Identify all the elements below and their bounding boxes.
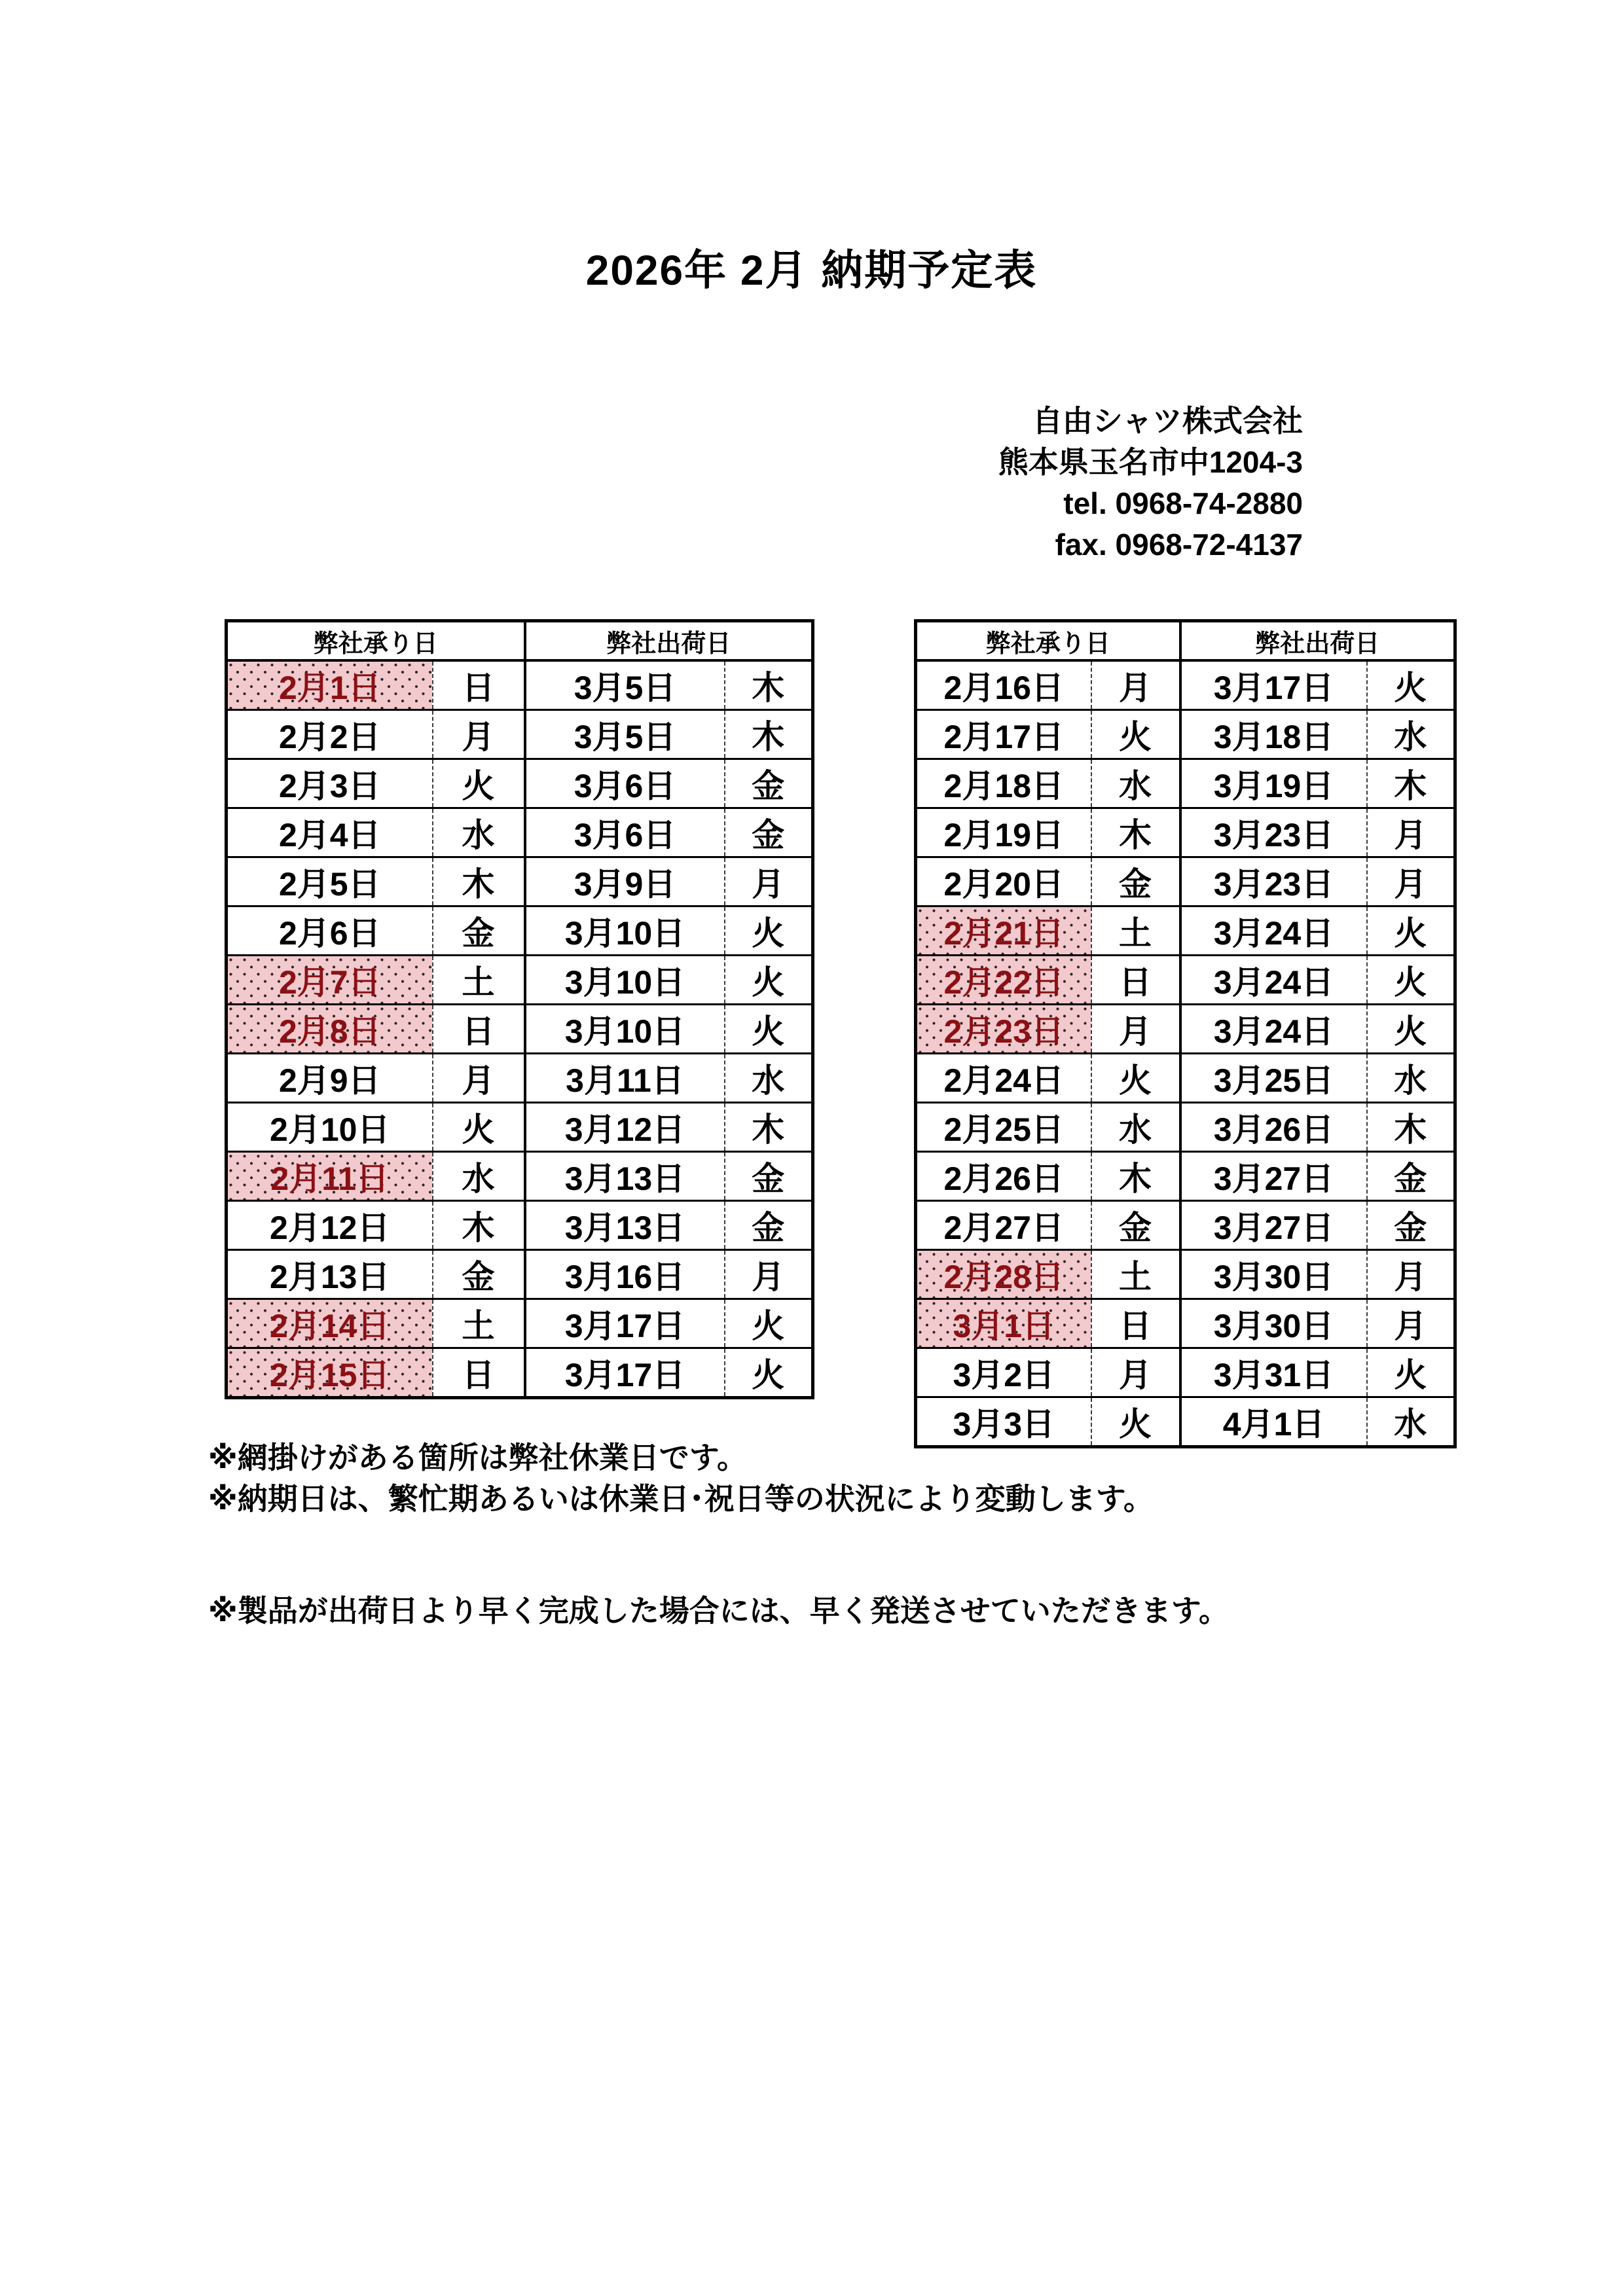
accept-weekday-cell: 水 — [1091, 1103, 1180, 1152]
ship-date-cell: 3月13日 — [525, 1201, 725, 1250]
accept-date-cell: 2月8日 — [227, 1005, 433, 1054]
accept-date-cell: 2月3日 — [227, 759, 433, 808]
accept-date-cell: 2月10日 — [227, 1103, 433, 1152]
ship-weekday-cell: 月 — [1367, 1299, 1455, 1348]
ship-weekday-cell: 火 — [725, 1005, 813, 1054]
accept-weekday-cell: 金 — [433, 906, 525, 956]
accept-date-cell: 2月17日 — [916, 710, 1091, 759]
ship-date-cell: 3月10日 — [525, 1005, 725, 1054]
accept-weekday-cell: 月 — [1091, 1348, 1180, 1397]
ship-date-cell: 3月26日 — [1180, 1103, 1367, 1152]
ship-date-cell: 3月24日 — [1180, 956, 1367, 1005]
ship-date-cell: 3月17日 — [1180, 660, 1367, 710]
schedule-row — [916, 1348, 1455, 1397]
ship-weekday-cell: 金 — [725, 1201, 813, 1250]
accept-weekday-cell: 月 — [1091, 660, 1180, 710]
ship-date-column-header: 弊社出荷日 — [1180, 621, 1455, 661]
page-title: 2026年 2月 納期予定表 — [585, 247, 1038, 294]
schedule-row — [916, 1201, 1455, 1250]
schedule-row — [227, 1005, 813, 1054]
ship-date-cell: 3月10日 — [525, 956, 725, 1005]
schedule-row — [227, 1201, 813, 1250]
delivery-schedule-table-second-half — [914, 619, 1457, 1448]
accept-weekday-cell: 金 — [1091, 857, 1180, 906]
accept-date-cell: 2月18日 — [916, 759, 1091, 808]
accept-date-cell: 2月2日 — [227, 710, 433, 759]
accept-weekday-cell: 日 — [433, 1005, 525, 1054]
ship-date-cell: 3月16日 — [525, 1250, 725, 1299]
accept-date-cell: 3月1日 — [916, 1299, 1091, 1348]
accept-date-cell: 2月15日 — [227, 1348, 433, 1398]
accept-weekday-cell: 月 — [433, 710, 525, 759]
schedule-row — [227, 710, 813, 759]
accept-date-cell: 2月16日 — [916, 660, 1091, 710]
company-name: 自由シャツ株式会社 — [1032, 404, 1303, 438]
accept-weekday-cell: 日 — [433, 1348, 525, 1398]
ship-date-cell: 3月12日 — [525, 1103, 725, 1152]
accept-weekday-cell: 月 — [433, 1054, 525, 1103]
ship-weekday-cell: 木 — [725, 660, 813, 710]
ship-date-cell: 3月25日 — [1180, 1054, 1367, 1103]
note-early-shipping: ※製品が出荷日より早く完成した場合には、早く発送させていただきます。 — [208, 1594, 1230, 1628]
ship-weekday-cell: 金 — [725, 808, 813, 857]
accept-date-column-header: 弊社承り日 — [227, 621, 525, 661]
ship-weekday-cell: 月 — [1367, 808, 1455, 857]
schedule-row — [227, 1152, 813, 1201]
ship-date-cell: 3月17日 — [525, 1348, 725, 1398]
company-tel: tel. 0968-74-2880 — [1063, 486, 1303, 520]
accept-date-cell: 3月2日 — [916, 1348, 1091, 1397]
accept-date-cell: 2月28日 — [916, 1250, 1091, 1299]
schedule-row — [227, 1250, 813, 1299]
ship-date-cell: 3月18日 — [1180, 710, 1367, 759]
ship-date-cell: 3月10日 — [525, 906, 725, 956]
delivery-schedule-table-first-half — [225, 619, 814, 1399]
note-holiday-shading: ※網掛けがある箇所は弊社休業日です。 — [208, 1441, 748, 1475]
ship-date-cell: 3月13日 — [525, 1152, 725, 1201]
ship-weekday-cell: 火 — [1367, 660, 1455, 710]
schedule-row — [916, 906, 1455, 956]
accept-weekday-cell: 月 — [1091, 1005, 1180, 1054]
schedule-row — [227, 956, 813, 1005]
header-row — [916, 621, 1455, 661]
ship-weekday-cell: 火 — [725, 956, 813, 1005]
ship-weekday-cell: 火 — [725, 1348, 813, 1398]
company-fax: fax. 0968-72-4137 — [1055, 528, 1303, 562]
ship-date-cell: 3月23日 — [1180, 857, 1367, 906]
accept-date-cell: 2月13日 — [227, 1250, 433, 1299]
accept-weekday-cell: 日 — [1091, 1299, 1180, 1348]
accept-weekday-cell: 日 — [433, 660, 525, 710]
accept-date-cell: 2月21日 — [916, 906, 1091, 956]
accept-weekday-cell: 木 — [433, 1201, 525, 1250]
ship-date-column-header: 弊社出荷日 — [525, 621, 813, 661]
accept-date-cell: 2月26日 — [916, 1152, 1091, 1201]
schedule-row — [227, 660, 813, 710]
ship-weekday-cell: 月 — [1367, 1250, 1455, 1299]
accept-date-cell: 2月20日 — [916, 857, 1091, 906]
schedule-row — [916, 1299, 1455, 1348]
schedule-row — [227, 1054, 813, 1103]
accept-date-cell: 2月14日 — [227, 1299, 433, 1348]
ship-weekday-cell: 水 — [1367, 710, 1455, 759]
accept-date-cell: 2月24日 — [916, 1054, 1091, 1103]
ship-weekday-cell: 水 — [1367, 1397, 1455, 1447]
ship-weekday-cell: 火 — [1367, 1348, 1455, 1397]
company-address: 熊本県玉名市中1204-3 — [998, 445, 1303, 479]
accept-weekday-cell: 火 — [433, 759, 525, 808]
schedule-row — [916, 1250, 1455, 1299]
note-delivery-variation: ※納期日は、繁忙期あるいは休業日･祝日等の状況により変動します。 — [208, 1482, 1154, 1516]
schedule-row — [916, 808, 1455, 857]
schedule-row — [916, 956, 1455, 1005]
accept-date-cell: 2月1日 — [227, 660, 433, 710]
accept-weekday-cell: 木 — [1091, 1152, 1180, 1201]
accept-weekday-cell: 土 — [1091, 906, 1180, 956]
schedule-row — [916, 660, 1455, 710]
accept-date-cell: 3月3日 — [916, 1397, 1091, 1447]
accept-date-cell: 2月12日 — [227, 1201, 433, 1250]
accept-date-cell: 2月23日 — [916, 1005, 1091, 1054]
schedule-row — [916, 759, 1455, 808]
ship-date-cell: 3月23日 — [1180, 808, 1367, 857]
ship-weekday-cell: 金 — [725, 759, 813, 808]
schedule-row — [916, 1005, 1455, 1054]
ship-weekday-cell: 木 — [1367, 1103, 1455, 1152]
ship-weekday-cell: 火 — [1367, 956, 1455, 1005]
accept-date-cell: 2月25日 — [916, 1103, 1091, 1152]
accept-date-cell: 2月11日 — [227, 1152, 433, 1201]
accept-weekday-cell: 火 — [1091, 1054, 1180, 1103]
ship-date-cell: 3月11日 — [525, 1054, 725, 1103]
ship-weekday-cell: 月 — [725, 857, 813, 906]
ship-date-cell: 3月19日 — [1180, 759, 1367, 808]
ship-weekday-cell: 火 — [1367, 906, 1455, 956]
accept-weekday-cell: 火 — [1091, 1397, 1180, 1447]
schedule-row — [916, 1152, 1455, 1201]
accept-weekday-cell: 土 — [1091, 1250, 1180, 1299]
ship-weekday-cell: 月 — [725, 1250, 813, 1299]
ship-date-cell: 3月5日 — [525, 660, 725, 710]
schedule-row — [227, 1299, 813, 1348]
schedule-row — [227, 759, 813, 808]
accept-weekday-cell: 水 — [1091, 759, 1180, 808]
accept-date-cell: 2月22日 — [916, 956, 1091, 1005]
accept-weekday-cell: 火 — [1091, 710, 1180, 759]
ship-date-cell: 3月30日 — [1180, 1250, 1367, 1299]
accept-weekday-cell: 日 — [1091, 956, 1180, 1005]
ship-date-cell: 3月6日 — [525, 808, 725, 857]
accept-date-cell: 2月6日 — [227, 906, 433, 956]
accept-weekday-cell: 水 — [433, 1152, 525, 1201]
accept-date-cell: 2月5日 — [227, 857, 433, 906]
header-row — [227, 621, 813, 661]
accept-weekday-cell: 金 — [433, 1250, 525, 1299]
accept-weekday-cell: 火 — [433, 1103, 525, 1152]
ship-weekday-cell: 金 — [1367, 1152, 1455, 1201]
ship-date-cell: 3月27日 — [1180, 1201, 1367, 1250]
schedule-row — [227, 906, 813, 956]
schedule-row — [916, 1054, 1455, 1103]
accept-date-cell: 2月4日 — [227, 808, 433, 857]
ship-weekday-cell: 水 — [725, 1054, 813, 1103]
ship-date-cell: 3月31日 — [1180, 1348, 1367, 1397]
schedule-row — [227, 1348, 813, 1398]
accept-date-cell: 2月27日 — [916, 1201, 1091, 1250]
ship-weekday-cell: 金 — [1367, 1201, 1455, 1250]
ship-weekday-cell: 火 — [725, 906, 813, 956]
accept-date-cell: 2月9日 — [227, 1054, 433, 1103]
ship-date-cell: 3月24日 — [1180, 906, 1367, 956]
accept-date-column-header: 弊社承り日 — [916, 621, 1180, 661]
ship-weekday-cell: 金 — [725, 1152, 813, 1201]
schedule-row — [227, 857, 813, 906]
ship-date-cell: 3月17日 — [525, 1299, 725, 1348]
schedule-row — [916, 710, 1455, 759]
ship-date-cell: 3月9日 — [525, 857, 725, 906]
ship-date-cell: 3月5日 — [525, 710, 725, 759]
ship-weekday-cell: 木 — [725, 710, 813, 759]
ship-date-cell: 4月1日 — [1180, 1397, 1367, 1447]
accept-weekday-cell: 土 — [433, 1299, 525, 1348]
ship-weekday-cell: 火 — [725, 1299, 813, 1348]
ship-date-cell: 3月6日 — [525, 759, 725, 808]
schedule-row — [227, 1103, 813, 1152]
schedule-row — [916, 857, 1455, 906]
accept-weekday-cell: 水 — [433, 808, 525, 857]
ship-weekday-cell: 木 — [1367, 759, 1455, 808]
ship-weekday-cell: 月 — [1367, 857, 1455, 906]
schedule-row — [227, 808, 813, 857]
accept-weekday-cell: 木 — [433, 857, 525, 906]
accept-weekday-cell: 金 — [1091, 1201, 1180, 1250]
schedule-rows-first-half — [227, 660, 813, 1398]
ship-weekday-cell: 木 — [725, 1103, 813, 1152]
company-info-block — [998, 401, 1303, 565]
schedule-row — [916, 1103, 1455, 1152]
notes-block — [208, 1437, 1154, 1520]
ship-weekday-cell: 火 — [1367, 1005, 1455, 1054]
ship-date-cell: 3月27日 — [1180, 1152, 1367, 1201]
accept-date-cell: 2月19日 — [916, 808, 1091, 857]
ship-date-cell: 3月30日 — [1180, 1299, 1367, 1348]
ship-date-cell: 3月24日 — [1180, 1005, 1367, 1054]
ship-weekday-cell: 水 — [1367, 1054, 1455, 1103]
accept-weekday-cell: 土 — [433, 956, 525, 1005]
schedule-rows-second-half — [916, 660, 1455, 1447]
accept-date-cell: 2月7日 — [227, 956, 433, 1005]
accept-weekday-cell: 木 — [1091, 808, 1180, 857]
